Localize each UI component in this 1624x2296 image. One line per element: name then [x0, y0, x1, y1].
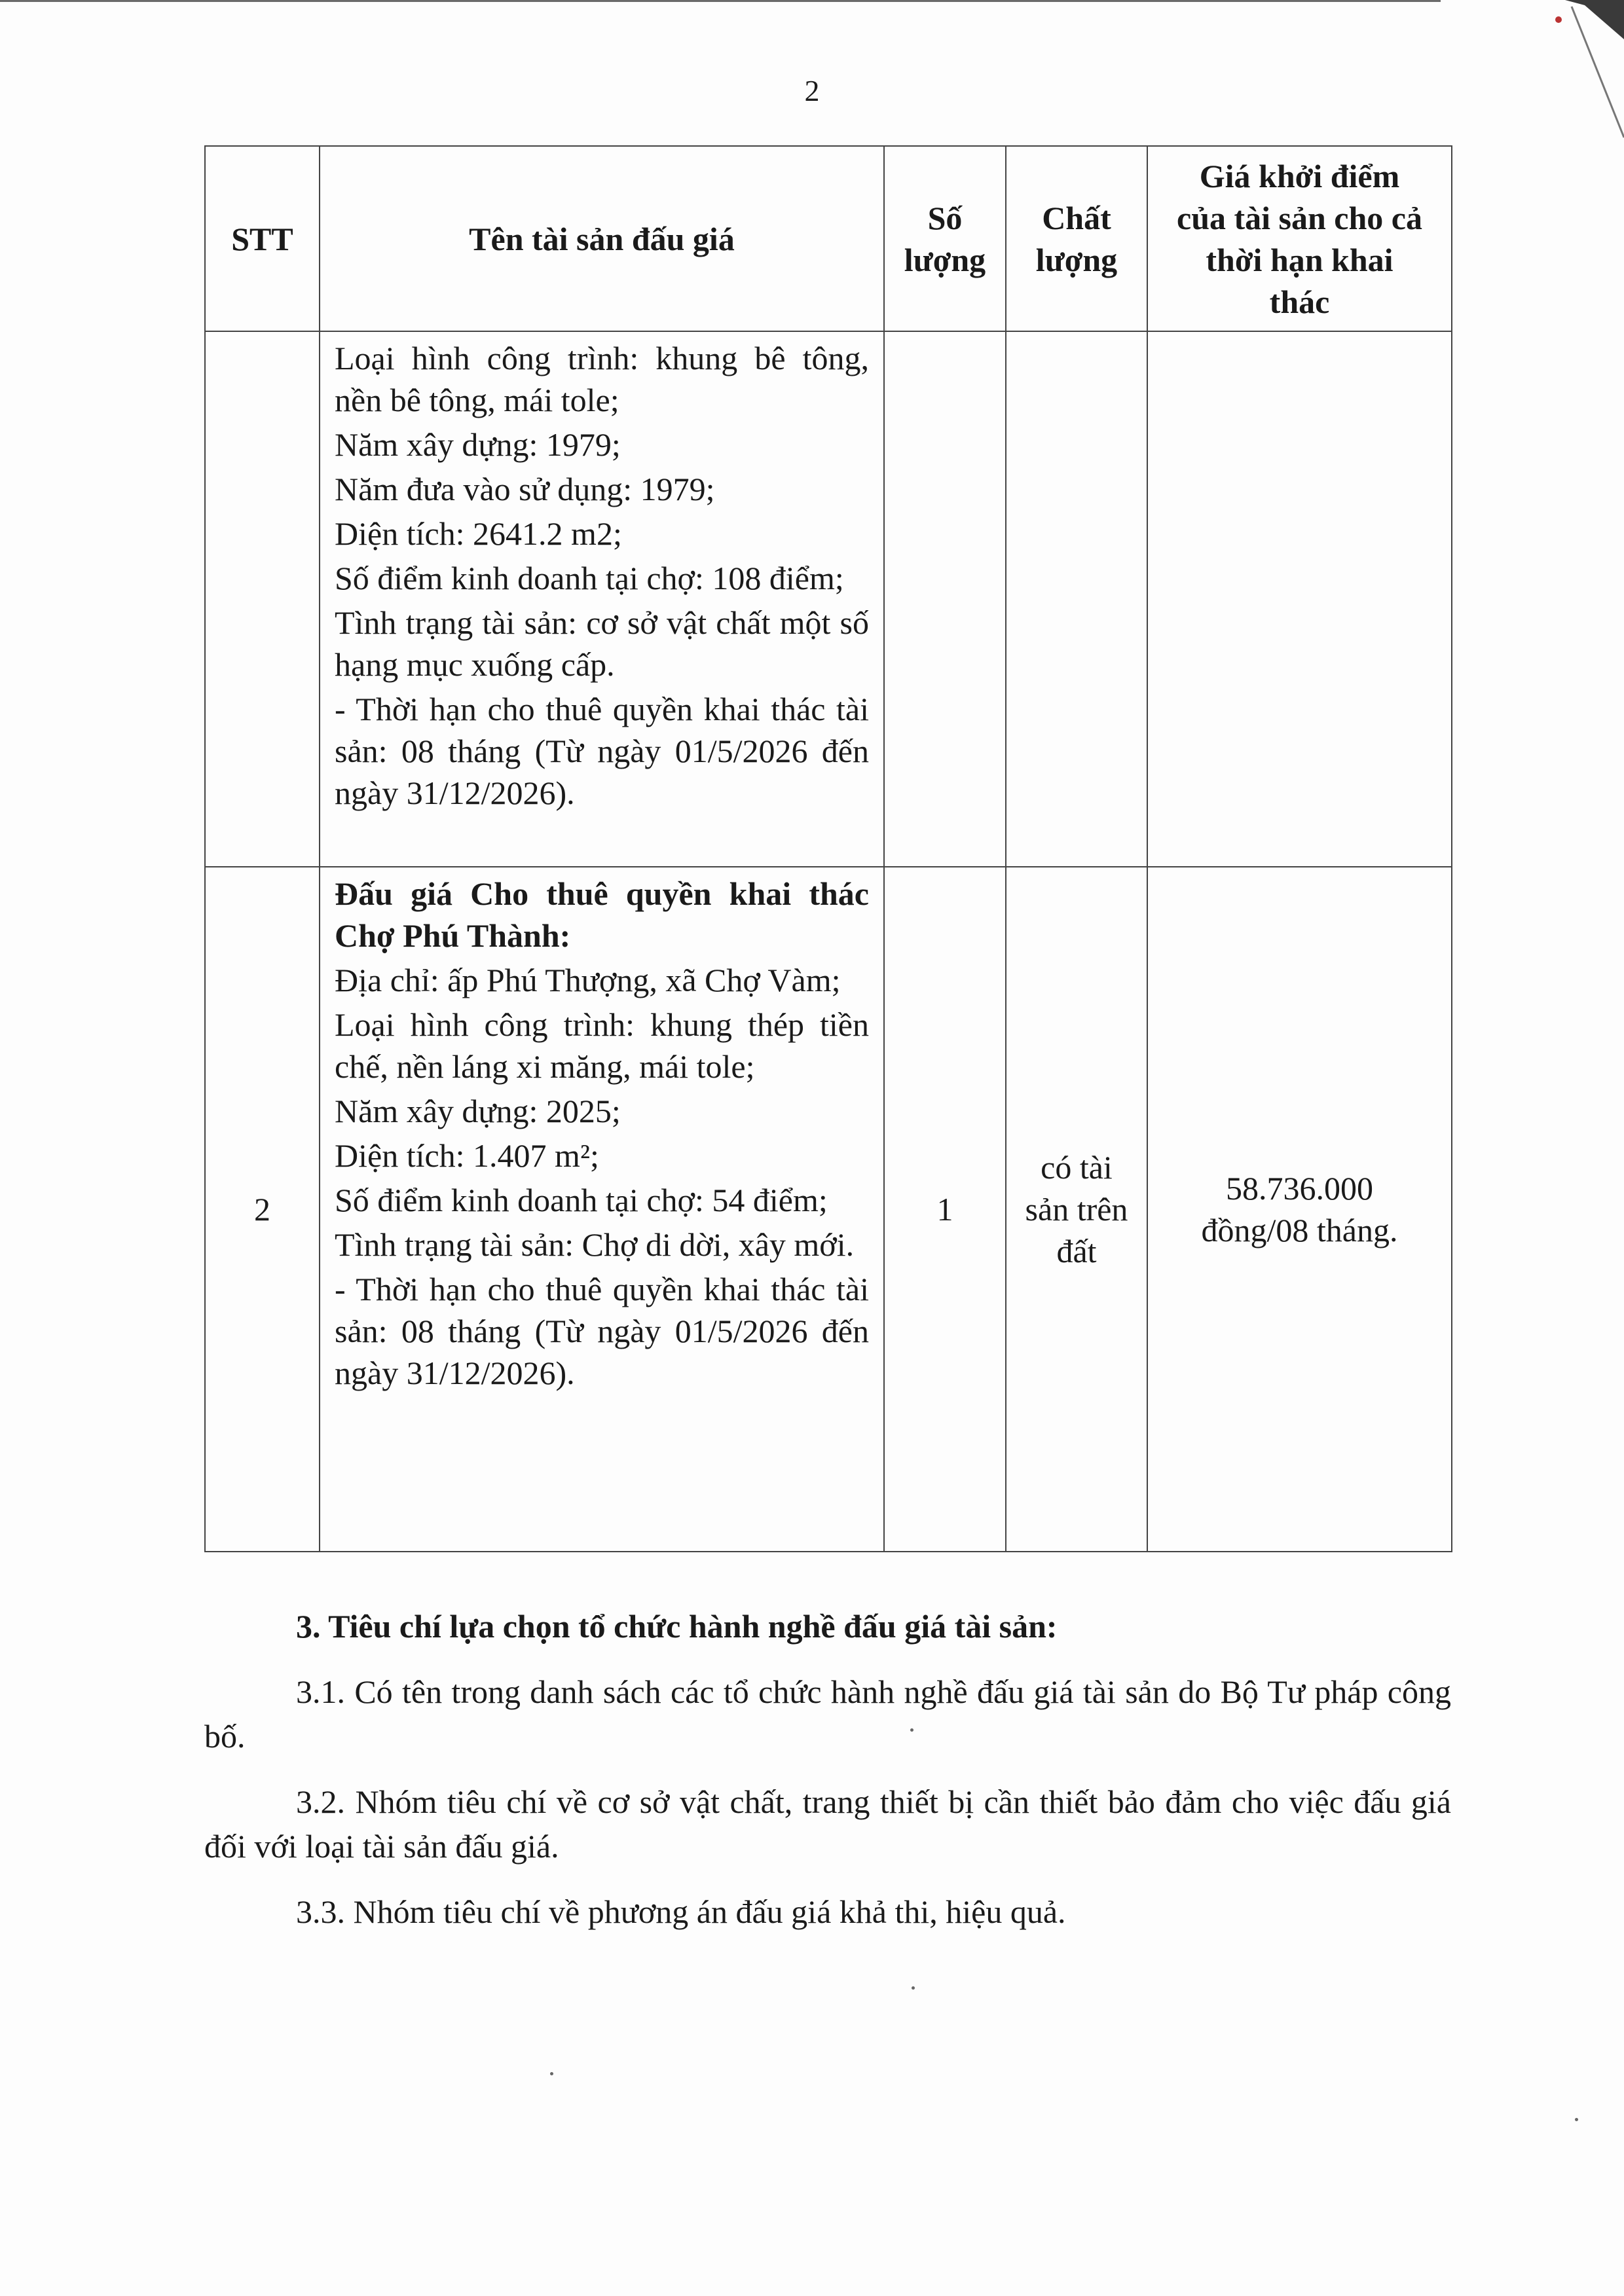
criteria-item: 3.1. Có tên trong danh sách các tổ chức hành nghề đấu giá tài sản do Bộ Tư pháp công bố.: [204, 1673, 1451, 1755]
scan-corner-mark: [1460, 0, 1624, 144]
description-line: Năm đưa vào sử dụng: 1979;: [335, 471, 715, 507]
header-price-line: thời hạn khai: [1206, 241, 1393, 278]
asset-table: [204, 145, 1452, 1552]
header-quality: [1006, 146, 1147, 331]
cell-asset-description: [320, 867, 884, 1552]
cell-quality-empty: [1006, 331, 1147, 867]
table-row: [205, 867, 1452, 1552]
cell-price-empty: [1147, 331, 1452, 867]
cell-quality: [1006, 867, 1147, 1552]
description-line: - Thời hạn cho thuê quyền khai thác tài sản: 08 tháng (Từ ngày 01/5/2026 đến ngày 31/12/2026).: [335, 1271, 869, 1391]
price-unit: đồng/08 tháng.: [1201, 1212, 1398, 1248]
description-line: Diện tích: 1.407 m²;: [335, 1137, 599, 1174]
header-price-line: Giá khởi điểm: [1199, 157, 1400, 194]
quality-line: có tài: [1041, 1149, 1113, 1186]
cell-starting-price: [1147, 867, 1452, 1552]
description-line: Địa chỉ: ấp Phú Thượng, xã Chợ Vàm;: [335, 962, 841, 998]
scan-speck: [550, 2072, 553, 2075]
description-line: Năm xây dựng: 2025;: [335, 1093, 621, 1129]
header-quantity-line: lượng: [904, 241, 986, 278]
description-line: Số điểm kinh doanh tại chợ: 54 điểm;: [335, 1182, 828, 1218]
header-price-line: của tài sản cho cả: [1177, 199, 1422, 236]
header-quantity-line: Số: [927, 199, 963, 236]
page-number: 2: [804, 74, 820, 107]
criteria-item: 3.3. Nhóm tiêu chí về phương án đấu giá khả thi, hiệu quả.: [296, 1893, 1066, 1930]
header-quality-line: Chất: [1042, 199, 1111, 236]
quality-line: đất: [1056, 1233, 1097, 1269]
description-line: - Thời hạn cho thuê quyền khai thác tài sản: 08 tháng (Từ ngày 01/5/2026 đến ngày 31/12/2026).: [335, 691, 869, 811]
cell-quantity-empty: [884, 331, 1006, 867]
scan-speck: [1575, 2118, 1578, 2121]
cell-stt: 2: [205, 867, 320, 1552]
description-line: Năm xây dựng: 1979;: [335, 426, 621, 463]
scan-top-edge: [0, 0, 1441, 2]
header-quality-line: lượng: [1035, 241, 1118, 278]
table-row-continuation: [205, 331, 1452, 867]
description-line: Diện tích: 2641.2 m2;: [335, 515, 622, 552]
scan-speck: [910, 1728, 913, 1732]
section-heading: 3. Tiêu chí lựa chọn tổ chức hành nghề đấu giá tài sản:: [296, 1608, 1058, 1645]
cell-stt-empty: [205, 331, 320, 867]
description-line: Tình trạng tài sản: cơ sở vật chất một số hạng mục xuống cấp.: [335, 604, 869, 683]
description-line: Loại hình công trình: khung bê tông, nền bê tông, mái tole;: [335, 340, 869, 418]
description-line: Loại hình công trình: khung thép tiền chế, nền láng xi măng, mái tole;: [335, 1006, 869, 1085]
header-quantity: [884, 146, 1006, 331]
asset-title: Đấu giá Cho thuê quyền khai thác Chợ Phú Thành:: [335, 875, 869, 954]
header-asset-name: Tên tài sản đấu giá: [320, 146, 884, 331]
description-line: Tình trạng tài sản: Chợ di dời, xây mới.: [335, 1226, 855, 1263]
section-selection-criteria: [204, 1604, 1451, 1955]
header-stt: STT: [205, 146, 320, 331]
header-price-line: thác: [1269, 283, 1330, 320]
scan-speck: [912, 1986, 915, 1990]
cell-asset-description: [320, 331, 884, 867]
description-line: Số điểm kinh doanh tại chợ: 108 điểm;: [335, 560, 844, 596]
quality-line: sản trên: [1025, 1191, 1128, 1228]
table-header-row: [205, 146, 1452, 331]
header-starting-price: [1147, 146, 1452, 331]
price-amount: 58.736.000: [1226, 1170, 1373, 1207]
criteria-item: 3.2. Nhóm tiêu chí về cơ sở vật chất, trang thiết bị cần thiết bảo đảm cho việc đấu giá đối với loại tài sản đấu giá.: [204, 1783, 1451, 1865]
cell-quantity: 1: [884, 867, 1006, 1552]
